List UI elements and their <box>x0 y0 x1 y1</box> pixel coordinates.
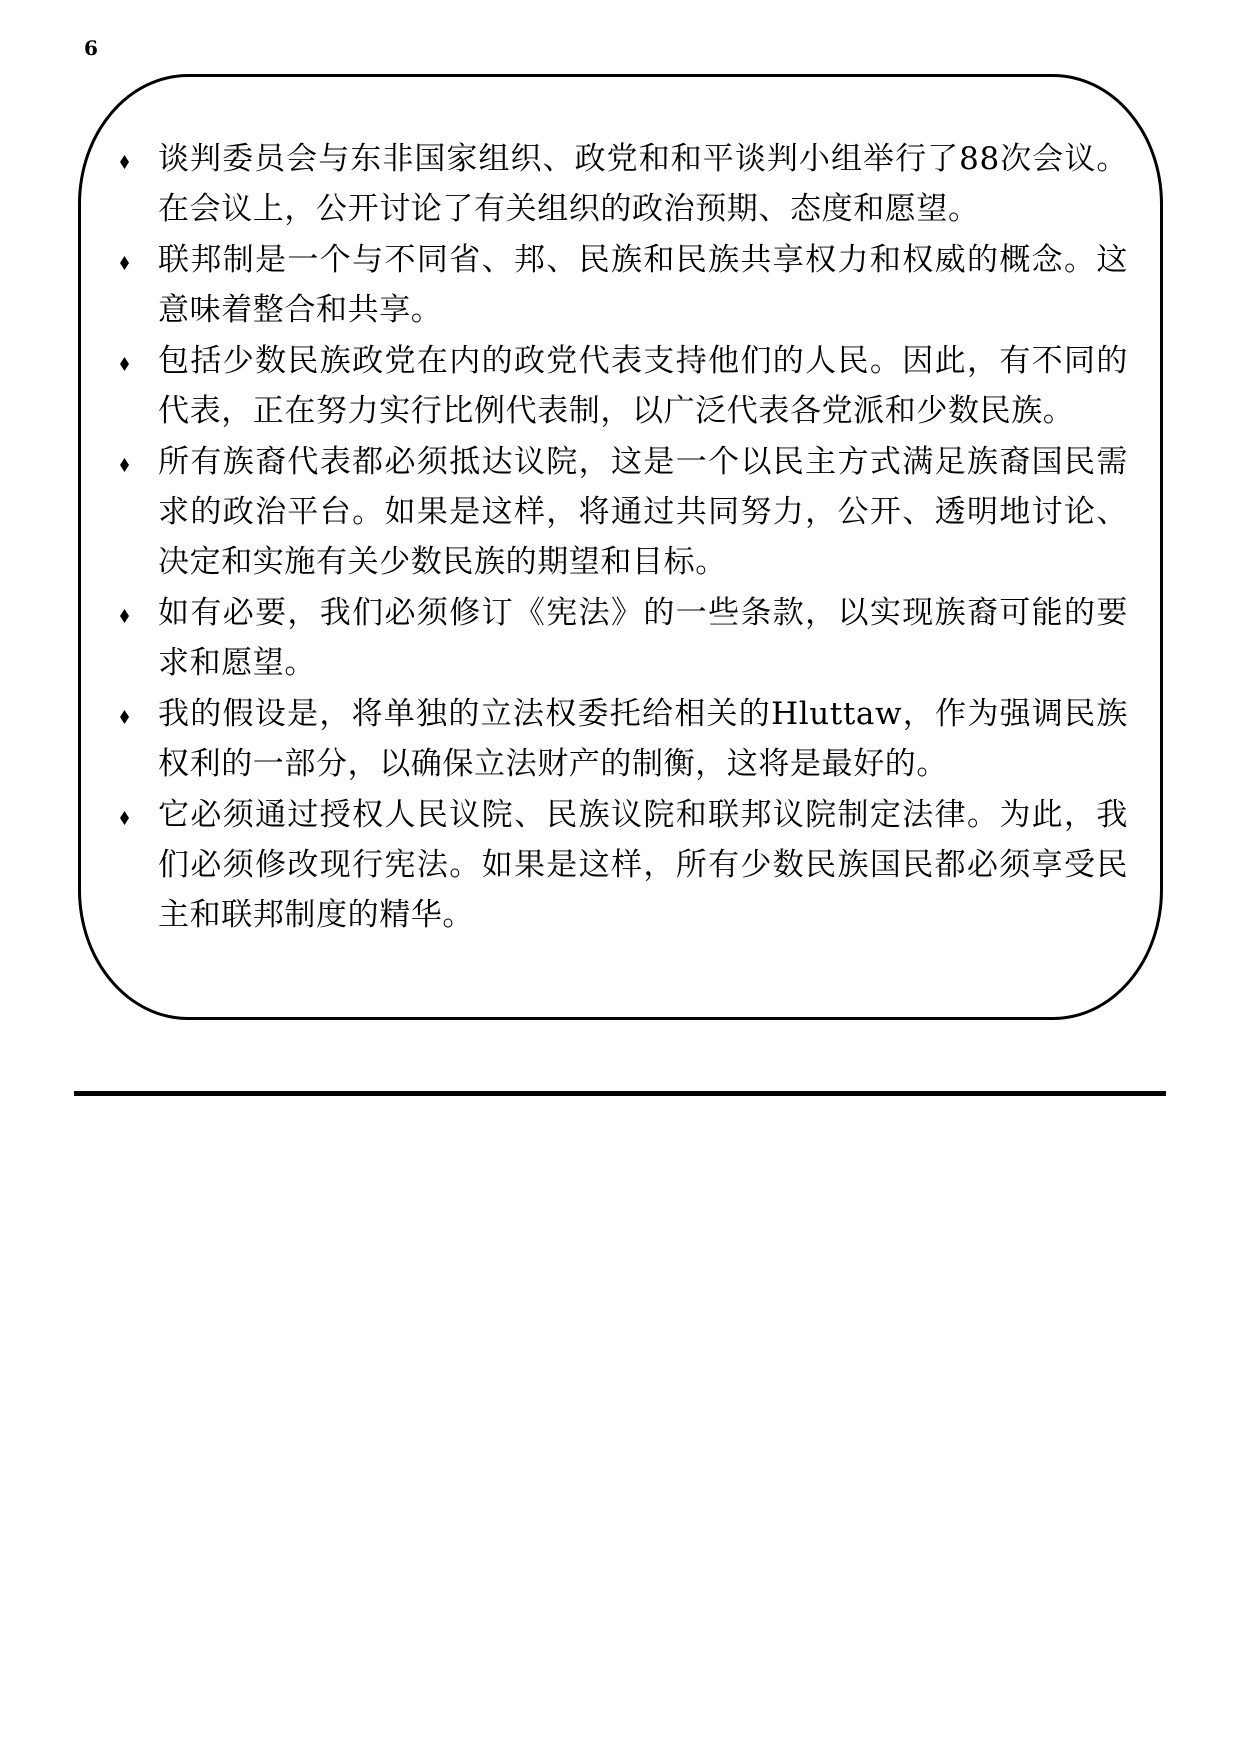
list-item <box>118 134 1128 234</box>
bullet-list <box>118 134 1128 940</box>
page-number: 6 <box>84 36 98 60</box>
diamond-bullet-icon <box>120 256 129 270</box>
diamond-bullet-icon <box>120 458 129 472</box>
diamond-bullet-icon <box>120 357 129 371</box>
list-item <box>118 689 1128 789</box>
list-item <box>118 235 1128 335</box>
bullet-text: 如有必要，我们必须修订《宪法》的一些条款，以实现族裔可能的要求和愿望。 <box>158 595 1128 681</box>
bullet-text: 谈判委员会与东非国家组织、政党和和平谈判小组举行了88次会议。在会议上，公开讨论了有关组织的政治预期、态度和愿望。 <box>158 141 1128 227</box>
list-item <box>118 336 1128 436</box>
list-item <box>118 790 1128 940</box>
bullet-text: 包括少数民族政党在内的政党代表支持他们的人民。因此，有不同的代表，正在努力实行比例代表制，以广泛代表各党派和少数民族。 <box>158 343 1128 429</box>
bullet-text: 它必须通过授权人民议院、民族议院和联邦议院制定法律。为此，我们必须修改现行宪法。如果是这样，所有少数民族国民都必须享受民主和联邦制度的精华。 <box>158 797 1128 933</box>
horizontal-divider <box>74 1091 1166 1096</box>
list-item <box>118 437 1128 587</box>
diamond-bullet-icon <box>120 609 129 623</box>
diamond-bullet-icon <box>120 710 129 724</box>
diamond-bullet-icon <box>120 155 129 169</box>
bullet-text: 所有族裔代表都必须抵达议院，这是一个以民主方式满足族裔国民需求的政治平台。如果是这样，将通过共同努力，公开、透明地讨论、决定和实施有关少数民族的期望和目标。 <box>158 444 1128 580</box>
bullet-text: 我的假设是，将单独的立法权委托给相关的Hluttaw，作为强调民族权利的一部分，以确保立法财产的制衡，这将是最好的。 <box>158 696 1128 782</box>
list-item <box>118 588 1128 688</box>
bullet-text: 联邦制是一个与不同省、邦、民族和民族共享权力和权威的概念。这意味着整合和共享。 <box>158 242 1128 328</box>
diamond-bullet-icon <box>120 811 129 825</box>
